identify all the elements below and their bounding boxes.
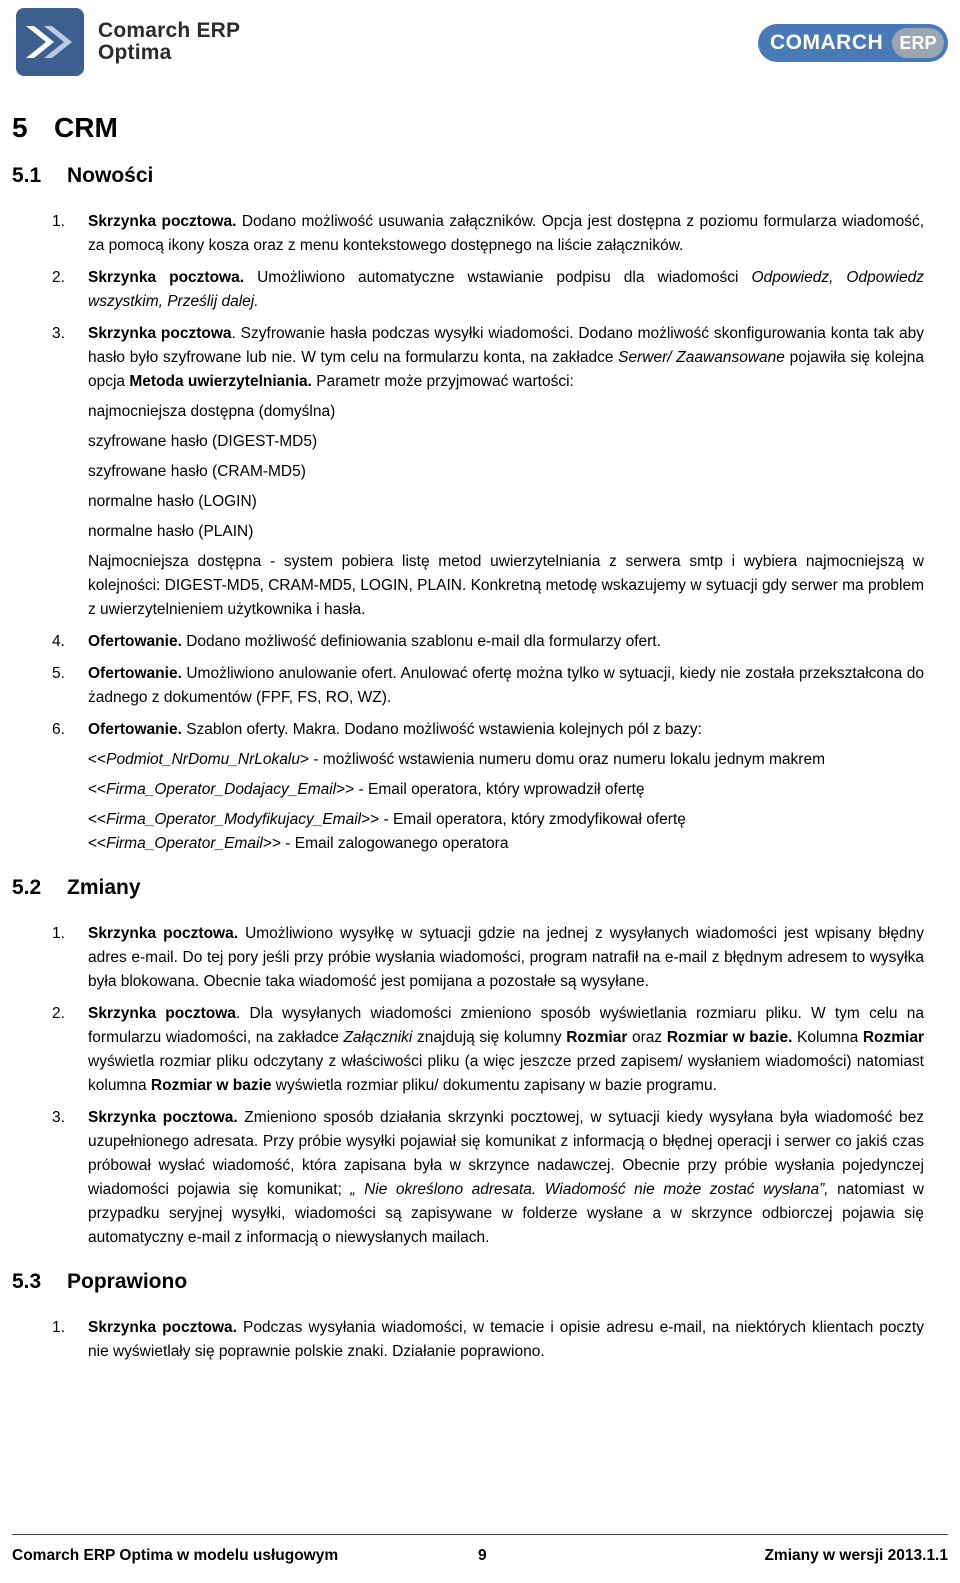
item-title: Skrzynka pocztowa <box>88 1005 236 1022</box>
item-bold: Rozmiar <box>566 1029 628 1046</box>
item-number: 1. <box>52 925 65 942</box>
list-item <box>12 266 924 314</box>
auth-value: najmocniejsza dostępna (domyślna) <box>88 403 336 420</box>
item-title: Skrzynka pocztowa. <box>88 1319 237 1336</box>
item-title: Skrzynka pocztowa. <box>88 213 237 230</box>
chapter-heading <box>12 112 924 144</box>
chapter-title: CRM <box>54 112 118 143</box>
list-item <box>12 1316 924 1364</box>
item-text: natomiast w przypadku seryjnej wysyłki, wiadomości są zapisywane w folderze wysłane a w skrzynce odbiorczej pojawia się automatyczny e-mail z informacją o niewysłanych mailach. <box>88 1181 924 1246</box>
item-bold: Rozmiar w bazie. <box>666 1029 793 1046</box>
item-text: . Szyfrowanie hasła podczas wysyłki wiadomości. Dodano możliwość skonfigurowania konta tak aby hasło było szyfrowane lub nie. W tym celu na formularzu konta, na zakładce <box>88 325 924 366</box>
item-italic: „ Nie określono adresata. Wiadomość nie może zostać wysłana”, <box>350 1181 829 1198</box>
item-bold: Rozmiar w bazie <box>150 1077 272 1094</box>
list-item <box>12 322 924 622</box>
chapter-number: 5 <box>12 112 28 143</box>
optima-logo-icon <box>14 6 86 78</box>
content <box>12 112 924 1372</box>
auth-value: szyfrowane hasło (CRAM-MD5) <box>88 463 306 480</box>
item-title: Skrzynka pocztowa. <box>88 269 245 286</box>
item-number: 2. <box>52 269 65 286</box>
comarch-logo-text: COMARCH <box>770 31 884 54</box>
item-number: 5. <box>52 665 65 682</box>
section-number: 5.3 <box>12 1270 42 1293</box>
footer-left: Comarch ERP Optima w modelu usługowym <box>12 1547 339 1564</box>
list-item <box>12 922 924 994</box>
section-title: Zmiany <box>67 876 141 899</box>
item-number: 6. <box>52 721 65 738</box>
item-text: Zmieniono sposób działania skrzynki pocztowej, w sytuacji kiedy wysyłana była wiadomość bez uzupełnionego adresata. Przy próbie wysyłki pojawiał się komunikat z informacją o błędnej operacji i serwer co jakiś czas próbował wysłać wiadomość, która zapisana była w skrzynce nadawczej. Obecnie przy próbie wysłania pojedynczej wiadomości pojawia się komunikat; <box>88 1109 925 1198</box>
item-text: Umożliwiono anulowanie ofert. Anulować ofertę można tylko w sytuacji, kiedy nie została przekształcona do żadnego z dokumentów (FPF, FS, RO, WZ). <box>88 665 924 706</box>
item-title: Skrzynka pocztowa <box>88 325 232 342</box>
item-title: Ofertowanie. <box>88 665 182 682</box>
auth-description: Najmocniejsza dostępna - system pobiera listę metod uwierzytelniania z serwera smtp i wybiera najmocniejszą w kolejności: DIGEST-MD5, CRAM-MD5, LOGIN, PLAIN. Konkretną metodę wskazujemy w sytuacji gdy serwer ma problem z uwierzytelnieniem użytkownika i hasła. <box>88 553 924 618</box>
item-text: Parametr może przyjmować wartości: <box>311 373 574 390</box>
item-text: Umożliwiono automatyczne wstawianie podpisu dla wiadomości <box>244 269 752 286</box>
item-number: 3. <box>52 1109 65 1126</box>
list-item <box>12 630 924 654</box>
macro-line <box>88 748 924 772</box>
logo-left-text: Comarch ERP Optima <box>98 19 241 64</box>
list-item <box>12 1002 924 1098</box>
macro-name: Firma_Operator_Modyfikujacy_Email <box>106 811 362 828</box>
item-text: . Dla wysyłanych wiadomości zmieniono sposób wyświetlania rozmiaru pliku. W tym celu na formularzu wiadomości, na zakładce <box>88 1005 924 1046</box>
item-text: Dodano możliwość usuwania załączników. Opcja jest dostępna z poziomu formularza wiadomość, za pomocą ikony kosza oraz z menu kontekstowego dostępnego na liście załączników. <box>88 213 924 254</box>
item-text: wyświetla rozmiar pliku odczytany z właściwości pliku (a więc jeszcze przed zapisem/ wysłaniem wiadomości) natomiast kolumna <box>88 1053 924 1094</box>
section-title: Nowości <box>67 164 154 187</box>
auth-value: normalne hasło (LOGIN) <box>88 493 257 510</box>
footer-right: Zmiany w wersji 2013.1.1 <box>764 1547 948 1564</box>
item-bold: Rozmiar <box>862 1029 924 1046</box>
macro-desc: >> - Email operatora, który wprowadził ofertę <box>336 781 645 798</box>
macro-prefix: << <box>88 751 107 768</box>
item-text: pojawiła się kolejna opcja <box>88 349 925 390</box>
section-heading-nowosci <box>12 164 924 188</box>
list-item <box>12 210 924 258</box>
item-bold: Metoda uwierzytelniania. <box>129 373 312 390</box>
item-text: Umożliwiono wysyłkę w sytuacji gdzie na jednej z wysyłanych wiadomości jest wpisany błędny adres e-mail. Do tej pory jeśli przy próbie wysłania wiadomości, program natrafił na e-mail z błędnym adresem to wysyłka była blokowana. Obecnie taka wiadomość jest pomijana a pozostałe są wysyłane. <box>88 925 924 990</box>
item-text: Dodano możliwość definiowania szablonu e-mail dla formularzy ofert. <box>181 633 661 650</box>
macro-prefix: << <box>88 811 107 828</box>
item-number: 4. <box>52 633 65 650</box>
section-number: 5.2 <box>12 876 42 899</box>
macro-line <box>88 808 924 832</box>
page-number: 9 <box>478 1547 487 1564</box>
nowosci-list <box>12 210 924 856</box>
item-text: Kolumna <box>792 1029 863 1046</box>
section-heading-poprawiono <box>12 1270 924 1294</box>
list-item <box>12 718 924 856</box>
item-title: Ofertowanie. <box>88 721 182 738</box>
macro-name: Firma_Operator_Email <box>106 835 263 852</box>
comarch-logo <box>758 24 948 62</box>
item-italic: Odpowiedz, Odpowiedz wszystkim, Prześlij dalej. <box>88 269 924 310</box>
item-italic: Serwer/ Zaawansowane <box>618 349 785 366</box>
item-number: 1. <box>52 213 65 230</box>
macro-desc: > - możliwość wstawienia numeru domu oraz numeru lokalu jednym makrem <box>299 751 826 768</box>
section-number: 5.1 <box>12 164 42 187</box>
page-footer <box>12 1534 948 1565</box>
macro-name: Firma_Operator_Dodajacy_Email <box>106 781 337 798</box>
comarch-erp-optima-logo <box>14 6 240 78</box>
item-number: 3. <box>52 325 65 342</box>
item-title: Ofertowanie. <box>88 633 182 650</box>
macro-desc: >> - Email operatora, który zmodyfikował ofertę <box>361 811 686 828</box>
auth-value: normalne hasło (PLAIN) <box>88 523 254 540</box>
item-title: Skrzynka pocztowa. <box>88 1109 238 1126</box>
zmiany-list <box>12 922 924 1250</box>
item-text: Szablon oferty. Makra. Dodano możliwość wstawienia kolejnych pól z bazy: <box>181 721 702 738</box>
erp-badge: ERP <box>892 28 944 58</box>
poprawiono-list <box>12 1316 924 1364</box>
list-item <box>12 662 924 710</box>
macro-desc: >> - Email zalogowanego operatora <box>262 835 509 852</box>
macro-line <box>88 832 924 856</box>
item-text: Podczas wysyłania wiadomości, w temacie i opisie adresu e-mail, na niektórych klientach poczty nie wyświetlały się poprawnie polskie znaki. Działanie poprawiono. <box>88 1319 924 1360</box>
section-title: Poprawiono <box>67 1270 188 1293</box>
section-heading-zmiany <box>12 876 924 900</box>
list-item <box>12 1106 924 1250</box>
macro-prefix: << <box>88 835 107 852</box>
item-italic: Załączniki <box>343 1029 413 1046</box>
item-text: oraz <box>627 1029 667 1046</box>
item-title: Skrzynka pocztowa. <box>88 925 239 942</box>
item-number: 1. <box>52 1319 65 1336</box>
item-text: znajdują się kolumny <box>412 1029 567 1046</box>
auth-value: szyfrowane hasło (DIGEST-MD5) <box>88 433 318 450</box>
macro-name: Podmiot_NrDomu_NrLokalu <box>106 751 300 768</box>
macro-line <box>88 778 924 802</box>
item-number: 2. <box>52 1005 65 1022</box>
macro-prefix: << <box>88 781 107 798</box>
item-text: wyświetla rozmiar pliku/ dokumentu zapisany w bazie programu. <box>271 1077 717 1094</box>
